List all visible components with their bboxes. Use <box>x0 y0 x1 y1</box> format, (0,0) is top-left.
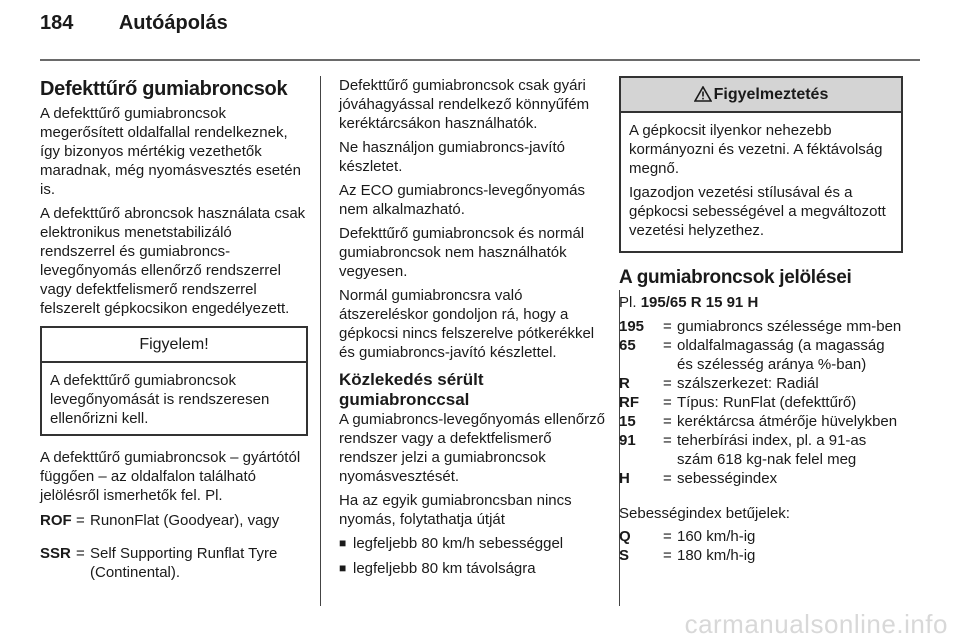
paragraph: Defekttűrő gumiabroncsok csak gyári jóváhagyással rendelkező könnyűfém keréktárcsákon használhatók. <box>339 77 590 132</box>
definition-row <box>40 544 308 582</box>
definition-row <box>619 469 903 488</box>
equals-sign: = <box>76 512 85 529</box>
notice-text: A defekttűrő gumiabroncsok levegőnyomását is rendszeresen ellenőrizni kell. <box>50 372 270 427</box>
definition-row <box>40 511 308 530</box>
list-item-text: legfeljebb 80 km távolságra <box>353 560 536 577</box>
section-heading: A gumiabroncsok jelölései <box>619 267 852 288</box>
definition-value: keréktárcsa átmérője hüvelykben <box>677 413 898 430</box>
page-header <box>40 12 228 35</box>
definition-value: szálszerkezet: Radiál <box>677 375 819 392</box>
definition-key: RF <box>619 394 639 411</box>
list-item-text: legfeljebb 80 km/h sebességgel <box>353 535 564 552</box>
definition-row <box>619 412 903 431</box>
definition-key: 15 <box>619 413 636 430</box>
equals-sign: = <box>663 432 672 449</box>
warning-icon <box>694 86 712 102</box>
definition-key: 65 <box>619 337 636 354</box>
equals-sign: = <box>76 545 85 562</box>
definition-list <box>40 511 308 582</box>
equals-sign: = <box>663 547 672 564</box>
bullet-icon: ■ <box>339 536 347 550</box>
definition-value: oldalfalmagasság (a magasság és szélesség aránya %-ban) <box>677 337 885 373</box>
subsection-heading: Közlekedés sérült gumiabronccsal <box>339 370 484 409</box>
example-code: 195/65 R 15 91 H <box>640 294 759 311</box>
column-2 <box>339 76 607 584</box>
example-prefix: Pl. <box>619 294 637 311</box>
speed-index-heading: Sebességindex betűjelek: <box>619 505 790 522</box>
speed-index-list <box>619 527 903 565</box>
paragraph: A gumiabroncs-levegőnyomás ellenőrző rendszer vagy a defektfelismerő rendszer jelzi a gumiabroncsok nyomásvesztését. <box>339 411 605 485</box>
column-3 <box>619 76 903 565</box>
section-heading: Defekttűrő gumiabroncsok <box>40 78 288 100</box>
bullet-icon: ■ <box>339 561 347 575</box>
definition-row <box>619 317 903 336</box>
definition-key: Q <box>619 528 631 545</box>
equals-sign: = <box>663 470 672 487</box>
watermark: carmanualsonline.info <box>684 609 948 639</box>
paragraph: A defekttűrő gumiabroncsok – gyártótól függően – az oldalfalon található jelölésről ismerhetők fel. Pl. <box>40 449 301 504</box>
equals-sign: = <box>663 394 672 411</box>
definition-key: R <box>619 375 630 392</box>
definition-key: S <box>619 547 630 564</box>
definition-key: ROF <box>40 512 72 529</box>
notice-box <box>40 326 308 436</box>
paragraph: Az ECO gumiabroncs-levegőnyomás nem alkalmazható. <box>339 182 585 218</box>
equals-sign: = <box>663 337 672 354</box>
section-title: Autóápolás <box>118 12 228 34</box>
example-line <box>619 293 903 312</box>
paragraph: A defekttűrő gumiabroncsok megerősített oldalfallal rendelkeznek, így bizonyos mértékig vezethetők maradnak, még nyomásvesztés esetén is. <box>40 105 301 198</box>
paragraph: A defekttűrő abroncsok használata csak elektronikus menetstabilizáló rendszerrel és gumiabroncs-levegőnyomás ellenőrző rendszerrel vagy defektfelismerő rendszerrel felszerelt gépkocsikon engedélyezett. <box>40 205 306 317</box>
paragraph: Ha az egyik gumiabroncsban nincs nyomás, folytathatja útját <box>339 492 572 528</box>
notice-title: Figyelem! <box>42 328 306 363</box>
equals-sign: = <box>663 318 672 335</box>
definition-value: sebességindex <box>677 470 778 487</box>
definition-row <box>619 393 903 412</box>
definition-value: Self Supporting Runflat Tyre (Continental). <box>90 545 278 581</box>
definition-value: teherbírási index, pl. a 91-as szám 618 kg-nak felel meg <box>677 432 867 468</box>
paragraph: Defekttűrő gumiabroncsok és normál gumiabroncsok nem használhatók vegyesen. <box>339 225 585 280</box>
page-number: 184 <box>40 12 74 34</box>
list-item <box>339 534 607 553</box>
equals-sign: = <box>663 528 672 545</box>
definition-value: RunonFlat (Goodyear), vagy <box>90 512 280 529</box>
warning-box <box>619 76 903 253</box>
definition-key: 91 <box>619 432 636 449</box>
definition-value: 160 km/h-ig <box>677 528 756 545</box>
header-divider <box>40 59 920 61</box>
definition-value: Típus: RunFlat (defekttűrő) <box>677 394 857 411</box>
paragraph: Ne használjon gumiabroncs-javító készletet. <box>339 139 565 175</box>
column-1 <box>40 76 308 587</box>
definition-row <box>619 546 903 565</box>
definition-key: H <box>619 470 630 487</box>
warning-text: A gépkocsit ilyenkor nehezebb kormányozni és vezetni. A féktávolság megnő. <box>629 122 883 177</box>
warning-header <box>621 78 901 113</box>
column-divider <box>320 76 321 606</box>
definition-row <box>619 431 903 469</box>
warning-text: Igazodjon vezetési stílusával és a gépkocsi sebességével a megváltozott vezetési helyzethez. <box>629 184 886 239</box>
definition-key: 195 <box>619 318 645 335</box>
definition-value: 180 km/h-ig <box>677 547 756 564</box>
equals-sign: = <box>663 413 672 430</box>
definition-key: SSR <box>40 545 71 562</box>
tire-code-definitions <box>619 317 903 488</box>
equals-sign: = <box>663 375 672 392</box>
warning-body <box>621 113 901 251</box>
definition-row <box>619 374 903 393</box>
definition-row <box>619 527 903 546</box>
definition-row <box>619 336 903 374</box>
definition-value: gumiabroncs szélessége mm-ben <box>677 318 902 335</box>
list-item <box>339 559 607 578</box>
paragraph: Normál gumiabroncsra való átszereléskor gondoljon rá, hogy a gépkocsi nincs felszerelve pótkerékkel és gumiabroncs-javító készlettel. <box>339 287 595 361</box>
warning-title: Figyelmeztetés <box>713 86 829 103</box>
